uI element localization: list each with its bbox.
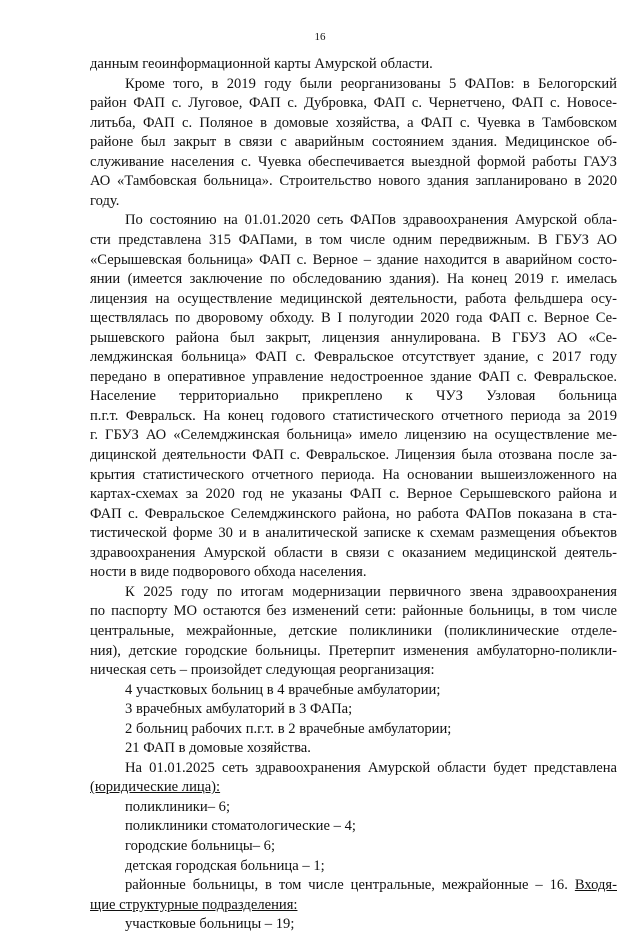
text-line xyxy=(90,387,617,406)
text-line xyxy=(90,348,617,367)
text-line xyxy=(90,368,617,387)
line-text: центральные, межрайонные, детские поликлиники (поликлинические отделе- xyxy=(90,622,617,639)
text-line xyxy=(125,857,325,876)
line-text: данным геоинформационной карты Амурской области. xyxy=(90,56,433,72)
line-text: детская городская больница – 1; xyxy=(125,857,325,874)
line-text: лицензия на осуществление медицинской деятельности, работа фельдшера осу- xyxy=(90,290,617,307)
text-line xyxy=(125,583,617,602)
line-text: по паспорту МО остаются без изменений сети: районные больницы, в том числе xyxy=(90,603,617,620)
line-text: 3 врачебных амбулаторий в 3 ФАПа; xyxy=(125,701,353,718)
line-text: район ФАП с. Луговое, ФАП с. Дубровка, ФАП с. Чернетчено, ФАП с. Новосе- xyxy=(90,95,617,112)
text-line xyxy=(90,290,617,309)
line-text: литьба, ФАП с. Поляное в домовые хозяйства, а ФАП с. Чуевка в Тамбовском xyxy=(90,114,617,131)
text-line xyxy=(90,622,617,641)
text-line xyxy=(125,837,275,856)
line-text: г. ГБУЗ АО «Селемджинская больница» имело лицензию на осуществление ме- xyxy=(90,427,617,444)
text-line xyxy=(125,798,230,817)
line-text: рышевского района был закрыт, лицензия аннулирована. В ГБУЗ АО «Се- xyxy=(90,329,617,346)
line-text: городские больницы– 6; xyxy=(125,838,276,854)
line-text: Кроме того, в 2019 году были реорганизованы 5 ФАПов: в Белогорский xyxy=(125,75,617,92)
line-text: дицинской деятельности ФАП с. Февральское. Лицензия была отозвана после за- xyxy=(90,447,617,463)
line-text: служивание населения с. Чуевка обеспечивается выездной формой работы ГАУЗ xyxy=(90,153,617,170)
text-line xyxy=(90,153,617,172)
line-text: году. xyxy=(90,192,120,209)
line-text: здравоохранения Амурской области в связи с оказанием медицинской деятель- xyxy=(90,544,617,561)
text-line xyxy=(90,309,617,328)
line-text: По состоянию на 01.01.2020 сеть ФАПов здравоохранения Амурской обла- xyxy=(125,212,617,229)
text-line xyxy=(90,466,617,485)
text-line xyxy=(90,270,617,289)
line-text: п.г.т. Февральск. На конец годового статистического отчетного периода за 2019 xyxy=(90,407,617,424)
line-text: районные больницы, в том числе центральные, межрайонные – 16. xyxy=(125,877,575,894)
text-line xyxy=(90,329,617,348)
line-text: щие структурные подразделения: xyxy=(90,896,298,913)
line-text: сти представлена 315 ФАПами, в том числе одним передвижным. В ГБУЗ АО xyxy=(90,231,617,248)
line-text-tail: Входя- xyxy=(574,877,617,894)
text-line xyxy=(125,817,356,836)
line-text: ности в виде подворового обхода населения. xyxy=(90,564,367,581)
text-line xyxy=(125,211,617,230)
text-line xyxy=(90,524,617,543)
text-line xyxy=(125,681,440,700)
line-text: 4 участковых больниц в 4 врачебные амбулатории; xyxy=(125,681,441,698)
text-line xyxy=(90,94,617,113)
text-line xyxy=(125,75,617,94)
text-line xyxy=(90,251,617,270)
text-line xyxy=(90,55,433,74)
line-text: поликлиники стоматологические – 4; xyxy=(125,818,356,835)
line-text: лемджинская больница» ФАП с. Февральское отсутствует здание, с 2017 году xyxy=(90,349,617,366)
text-line xyxy=(125,720,451,739)
text-line xyxy=(90,505,617,524)
line-text: Население территориально прикреплено к ЧУЗ Узловая больница xyxy=(90,388,617,405)
text-line xyxy=(90,602,617,621)
line-text: крытия статистического отчетного периода. На основании вышеизложенного на xyxy=(90,466,617,483)
page-number: 16 xyxy=(314,31,326,43)
line-text: тистической форме 30 и в аналитической записке к схемам размещения объектов xyxy=(90,525,617,542)
text-line xyxy=(125,876,617,895)
text-line xyxy=(90,642,617,661)
line-text: 2 больниц рабочих п.г.т. в 2 врачебные амбулатории; xyxy=(125,720,452,737)
text-line xyxy=(125,700,352,719)
line-text: ния), детские городские больницы. Претерпит изменения амбулаторно-поликли- xyxy=(90,642,617,659)
text-line xyxy=(125,915,294,934)
text-line xyxy=(90,407,617,426)
text-line xyxy=(90,446,617,465)
text-line xyxy=(90,778,220,797)
text-line xyxy=(90,896,297,915)
line-text: передано в оперативное управление недостроенное здание ФАП с. Февральское. xyxy=(90,368,617,385)
line-text: ФАП с. Февральское Селемджинского района, но работа ФАПов показана в ста- xyxy=(90,505,617,522)
text-line xyxy=(90,563,367,582)
text-line xyxy=(90,114,617,133)
line-text: АО «Тамбовская больница». Строительство нового здания запланировано в 2020 xyxy=(90,173,617,190)
line-text: (юридические лица): xyxy=(90,779,221,796)
text-line xyxy=(125,739,311,758)
line-text: ществлялась по дворовому обходу. В I полугодии 2020 года ФАП с. Верное Се- xyxy=(90,310,617,327)
line-text: районе был закрыт в связи с аварийным состоянием здания. Медицинское об- xyxy=(90,134,617,151)
text-line xyxy=(90,544,617,563)
text-line xyxy=(125,759,617,778)
line-text: «Серышевская больница» ФАП с. Верное – здание находится в аварийном состо- xyxy=(90,251,617,268)
line-text: картах-схемах за 2020 год не указаны ФАП с. Верное Серышевского района и xyxy=(90,486,617,503)
line-text: поликлиники– 6; xyxy=(125,798,231,815)
text-line xyxy=(90,172,617,191)
line-text: К 2025 году по итогам модернизации первичного звена здравоохранения xyxy=(125,583,617,600)
text-line xyxy=(90,661,435,680)
text-line xyxy=(90,231,617,250)
text-line xyxy=(90,133,617,152)
line-text: янии (имеется заключение по обследованию здания). На конец 2019 г. имелась xyxy=(90,271,617,288)
line-text: 21 ФАП в домовые хозяйства. xyxy=(125,740,311,757)
text-line xyxy=(90,426,617,445)
line-text: ническая сеть – произойдет следующая реорганизация: xyxy=(90,662,435,679)
text-line xyxy=(90,192,119,211)
line-text: На 01.01.2025 сеть здравоохранения Амурской области будет представлена xyxy=(125,759,617,776)
text-line xyxy=(90,485,617,504)
line-text: участковые больницы – 19; xyxy=(125,916,295,933)
